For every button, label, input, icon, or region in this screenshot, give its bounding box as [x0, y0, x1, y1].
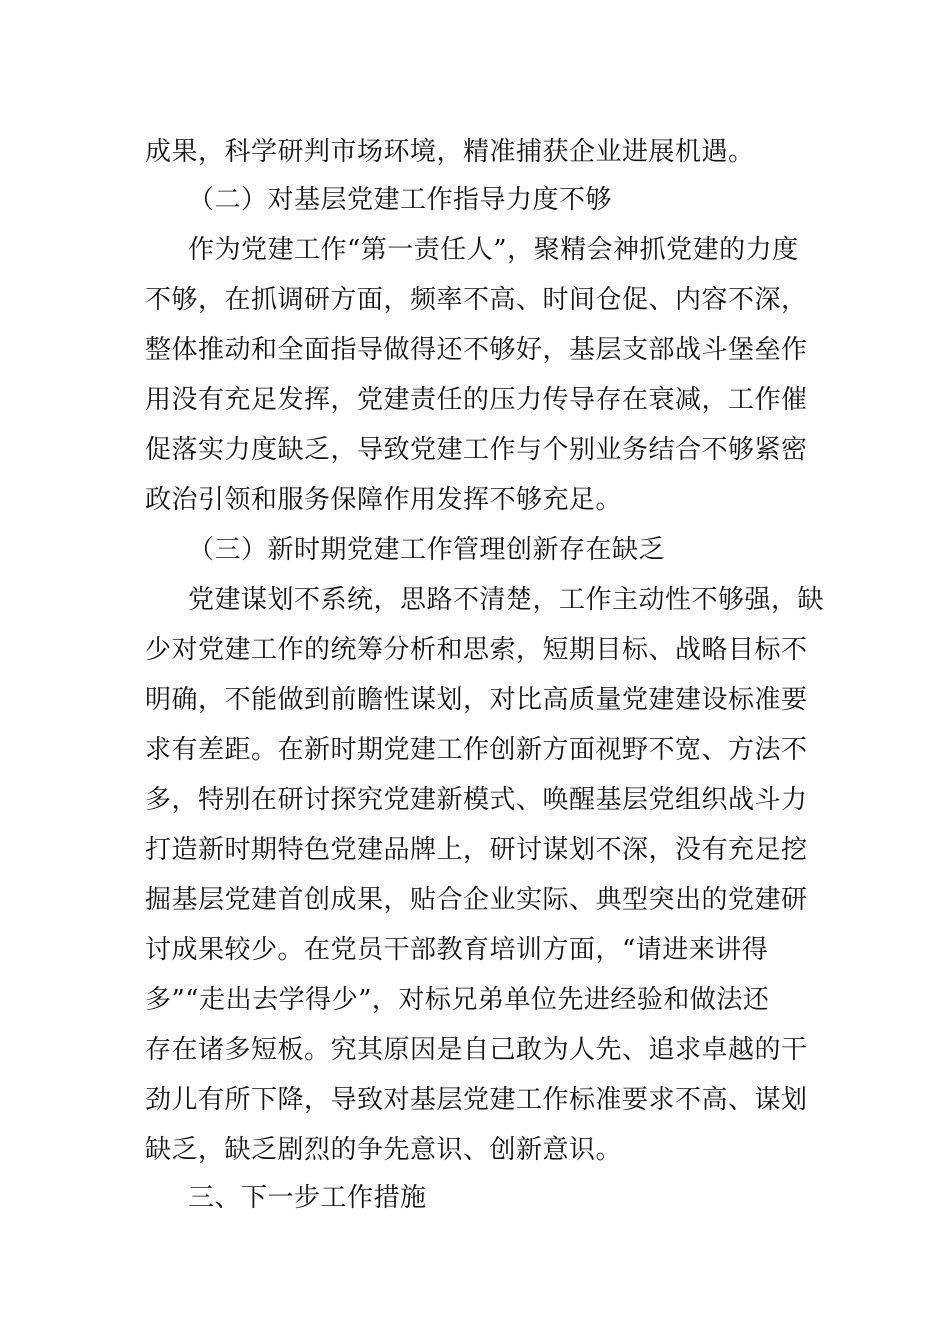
text-line: 缺乏，缺乏剧烈的争先意识、创新意识。 — [145, 1135, 623, 1165]
text-line: 求有差距。在新时期党建工作创新方面视野不宽、方法不 — [145, 735, 808, 765]
section-heading: （二）对基层党建工作指导力度不够 — [188, 185, 613, 215]
text-line: 促落实力度缺乏，导致党建工作与个别业务结合不够紧密 — [145, 435, 808, 465]
text-line: 整体推动和全面指导做得还不够好，基层支部战斗堡垒作 — [145, 335, 808, 365]
text-line: 多，特别在研讨探究党建新模式、唤醒基层党组织战斗力 — [145, 785, 808, 815]
text-line: 打造新时期特色党建品牌上，研讨谋划不深，没有充足挖 — [145, 835, 808, 865]
section-heading: （三）新时期党建工作管理创新存在缺乏 — [188, 535, 666, 565]
text-line: 多”“走出去学得少”，对标兄弟单位先进经验和做法还 — [145, 985, 770, 1015]
text-line: 作为党建工作“第一责任人”，聚精会神抓党建的力度 — [188, 235, 799, 265]
text-line: 成果，科学研判市场环境，精准捕获企业进展机遇。 — [145, 137, 755, 167]
text-line: 讨成果较少。在党员干部教育培训方面，“请进来讲得 — [145, 935, 769, 965]
text-line: 政治引领和服务保障作用发挥不够充足。 — [145, 485, 623, 515]
text-line: 党建谋划不系统，思路不清楚，工作主动性不够强，缺 — [188, 585, 825, 615]
text-line: 少对党建工作的统筹分析和思索，短期目标、战略目标不 — [145, 635, 808, 665]
text-line: 存在诸多短板。究其原因是自己敢为人先、追求卓越的干 — [145, 1035, 808, 1065]
text-line: 掘基层党建首创成果，贴合企业实际、典型突出的党建研 — [145, 885, 808, 915]
text-line: 用没有充足发挥，党建责任的压力传导存在衰减，工作催 — [145, 385, 808, 415]
text-line: 明确，不能做到前瞻性谋划，对比高质量党建建设标准要 — [145, 685, 808, 715]
text-line: 劲儿有所下降，导致对基层党建工作标准要求不高、谋划 — [145, 1085, 808, 1115]
section-heading: 三、下一步工作措施 — [188, 1183, 427, 1213]
text-line: 不够，在抓调研方面，频率不高、时间仓促、内容不深， — [145, 285, 808, 315]
